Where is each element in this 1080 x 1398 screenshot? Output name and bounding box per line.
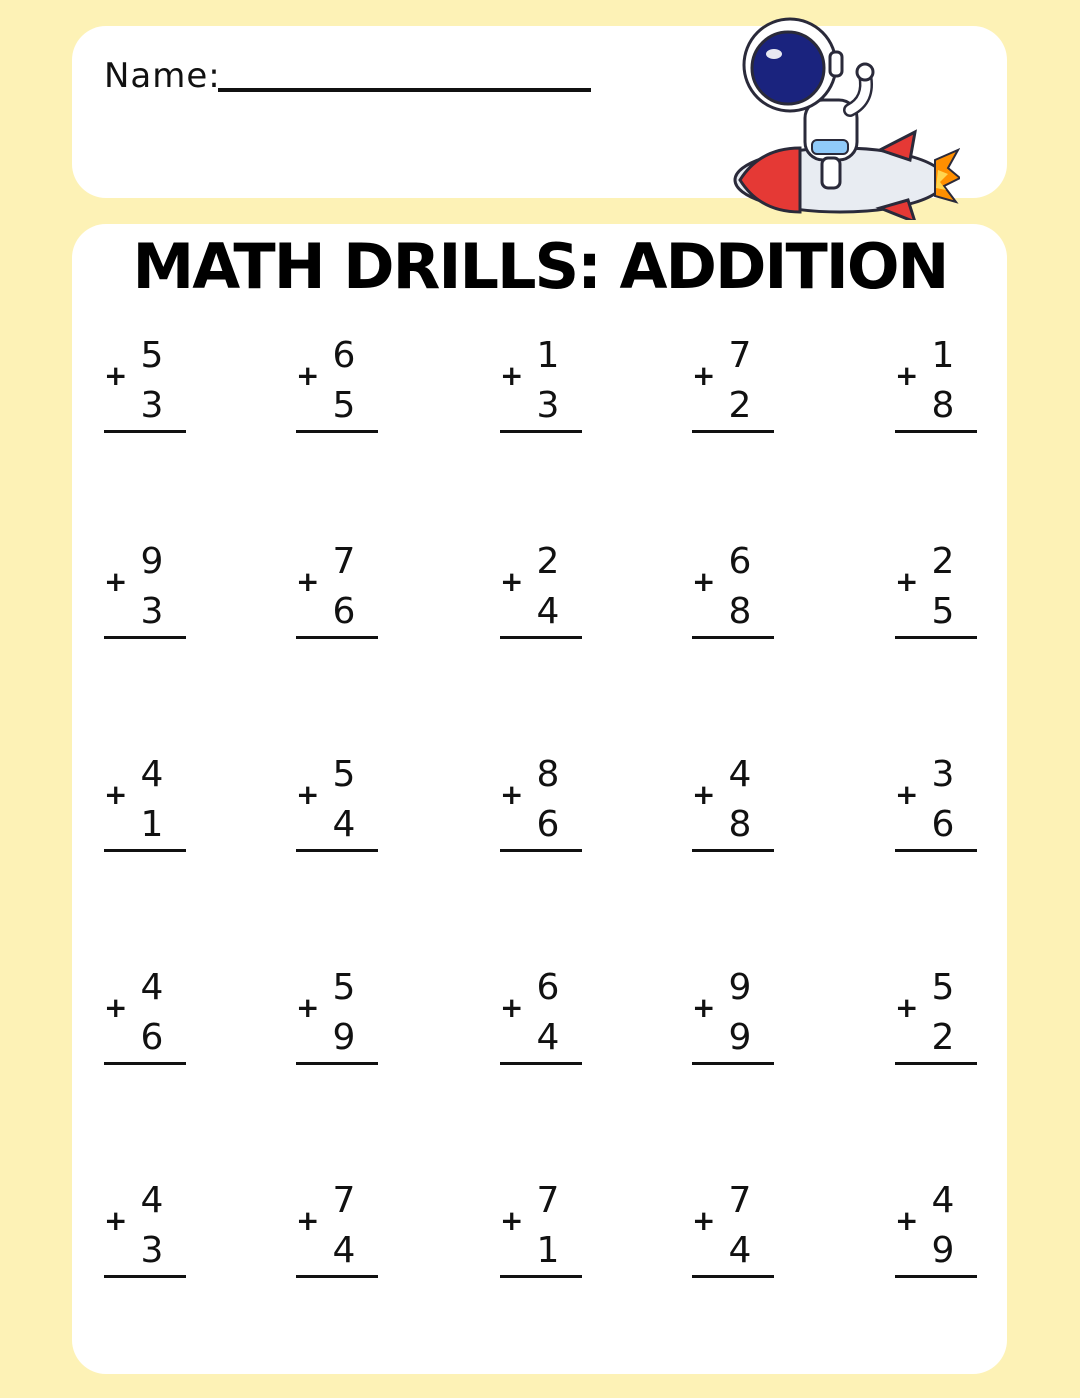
answer-line[interactable]: [895, 1062, 977, 1065]
addition-problem: [104, 335, 194, 438]
top-addend: 9: [140, 541, 164, 582]
addition-problem: [895, 1180, 985, 1283]
plus-sign: +: [104, 991, 128, 1024]
plus-sign: +: [692, 359, 716, 392]
top-addend: 7: [536, 1180, 560, 1221]
addition-problem: [104, 967, 194, 1070]
plus-sign: +: [296, 778, 320, 811]
bottom-addend: 4: [536, 591, 560, 632]
answer-line[interactable]: [104, 430, 186, 433]
bottom-addend: 9: [931, 1230, 955, 1271]
answer-line[interactable]: [296, 636, 378, 639]
plus-sign: +: [296, 991, 320, 1024]
top-addend: 2: [536, 541, 560, 582]
top-addend: 7: [728, 1180, 752, 1221]
answer-line[interactable]: [500, 636, 582, 639]
answer-line[interactable]: [500, 430, 582, 433]
addition-problem: [500, 1180, 590, 1283]
answer-line[interactable]: [692, 1062, 774, 1065]
plus-sign: +: [895, 778, 919, 811]
bottom-addend: 2: [931, 1017, 955, 1058]
answer-line[interactable]: [296, 849, 378, 852]
answer-line[interactable]: [104, 1062, 186, 1065]
bottom-addend: 9: [728, 1017, 752, 1058]
top-addend: 7: [332, 1180, 356, 1221]
addition-problem: [296, 754, 386, 857]
top-addend: 3: [931, 754, 955, 795]
plus-sign: +: [296, 1204, 320, 1237]
plus-sign: +: [104, 359, 128, 392]
bottom-addend: 9: [332, 1017, 356, 1058]
plus-sign: +: [692, 778, 716, 811]
top-addend: 6: [332, 335, 356, 376]
addition-problem: [296, 967, 386, 1070]
top-addend: 5: [332, 967, 356, 1008]
addition-problem: [692, 335, 782, 438]
addition-problem: [296, 541, 386, 644]
bottom-addend: 6: [536, 804, 560, 845]
top-addend: 5: [332, 754, 356, 795]
astronaut-rocket-illustration: [730, 10, 960, 220]
addition-problem: [895, 754, 985, 857]
top-addend: 2: [931, 541, 955, 582]
plus-sign: +: [692, 565, 716, 598]
answer-line[interactable]: [296, 1062, 378, 1065]
answer-line[interactable]: [692, 430, 774, 433]
bottom-addend: 1: [536, 1230, 560, 1271]
answer-line[interactable]: [895, 636, 977, 639]
plus-sign: +: [500, 1204, 524, 1237]
answer-line[interactable]: [692, 1275, 774, 1278]
top-addend: 4: [931, 1180, 955, 1221]
plus-sign: +: [500, 991, 524, 1024]
bottom-addend: 8: [728, 591, 752, 632]
bottom-addend: 4: [332, 804, 356, 845]
plus-sign: +: [895, 1204, 919, 1237]
addition-problem: [500, 754, 590, 857]
bottom-addend: 3: [140, 591, 164, 632]
plus-sign: +: [895, 565, 919, 598]
bottom-addend: 3: [140, 385, 164, 426]
addition-problem: [692, 541, 782, 644]
bottom-addend: 6: [332, 591, 356, 632]
plus-sign: +: [895, 991, 919, 1024]
top-addend: 4: [140, 967, 164, 1008]
name-label: Name:: [104, 56, 221, 96]
addition-problem: [500, 335, 590, 438]
plus-sign: +: [500, 778, 524, 811]
top-addend: 1: [931, 335, 955, 376]
addition-problem: [895, 967, 985, 1070]
top-addend: 6: [536, 967, 560, 1008]
answer-line[interactable]: [104, 1275, 186, 1278]
bottom-addend: 8: [931, 385, 955, 426]
bottom-addend: 4: [728, 1230, 752, 1271]
addition-problem: [296, 335, 386, 438]
plus-sign: +: [296, 359, 320, 392]
addition-problem: [296, 1180, 386, 1283]
answer-line[interactable]: [692, 849, 774, 852]
bottom-addend: 4: [536, 1017, 560, 1058]
plus-sign: +: [895, 359, 919, 392]
top-addend: 5: [931, 967, 955, 1008]
plus-sign: +: [104, 1204, 128, 1237]
top-addend: 1: [536, 335, 560, 376]
answer-line[interactable]: [500, 849, 582, 852]
addition-problem: [895, 335, 985, 438]
bottom-addend: 8: [728, 804, 752, 845]
top-addend: 6: [728, 541, 752, 582]
addition-problem: [895, 541, 985, 644]
addition-problem: [500, 967, 590, 1070]
top-addend: 4: [728, 754, 752, 795]
top-addend: 4: [140, 754, 164, 795]
bottom-addend: 2: [728, 385, 752, 426]
answer-line[interactable]: [296, 430, 378, 433]
bottom-addend: 5: [931, 591, 955, 632]
addition-problem: [692, 754, 782, 857]
plus-sign: +: [104, 565, 128, 598]
addition-problem: [692, 967, 782, 1070]
bottom-addend: 3: [536, 385, 560, 426]
addition-problem: [104, 541, 194, 644]
top-addend: 7: [332, 541, 356, 582]
plus-sign: +: [692, 1204, 716, 1237]
answer-line[interactable]: [104, 849, 186, 852]
bottom-addend: 6: [140, 1017, 164, 1058]
answer-line[interactable]: [500, 1275, 582, 1278]
bottom-addend: 6: [931, 804, 955, 845]
addition-problem: [104, 754, 194, 857]
answer-line[interactable]: [104, 636, 186, 639]
plus-sign: +: [104, 778, 128, 811]
answer-line[interactable]: [895, 430, 977, 433]
plus-sign: +: [692, 991, 716, 1024]
addition-problem: [692, 1180, 782, 1283]
addition-problem: [500, 541, 590, 644]
plus-sign: +: [500, 565, 524, 598]
top-addend: 7: [728, 335, 752, 376]
bottom-addend: 5: [332, 385, 356, 426]
name-input-line[interactable]: [218, 88, 591, 92]
plus-sign: +: [500, 359, 524, 392]
top-addend: 5: [140, 335, 164, 376]
addition-problem: [104, 1180, 194, 1283]
bottom-addend: 3: [140, 1230, 164, 1271]
top-addend: 9: [728, 967, 752, 1008]
worksheet-title: MATH DRILLS: ADDITION: [132, 230, 948, 303]
bottom-addend: 4: [332, 1230, 356, 1271]
top-addend: 4: [140, 1180, 164, 1221]
bottom-addend: 1: [140, 804, 164, 845]
answer-line[interactable]: [895, 1275, 977, 1278]
plus-sign: +: [296, 565, 320, 598]
answer-line[interactable]: [296, 1275, 378, 1278]
answer-line[interactable]: [500, 1062, 582, 1065]
top-addend: 8: [536, 754, 560, 795]
answer-line[interactable]: [692, 636, 774, 639]
answer-line[interactable]: [895, 849, 977, 852]
